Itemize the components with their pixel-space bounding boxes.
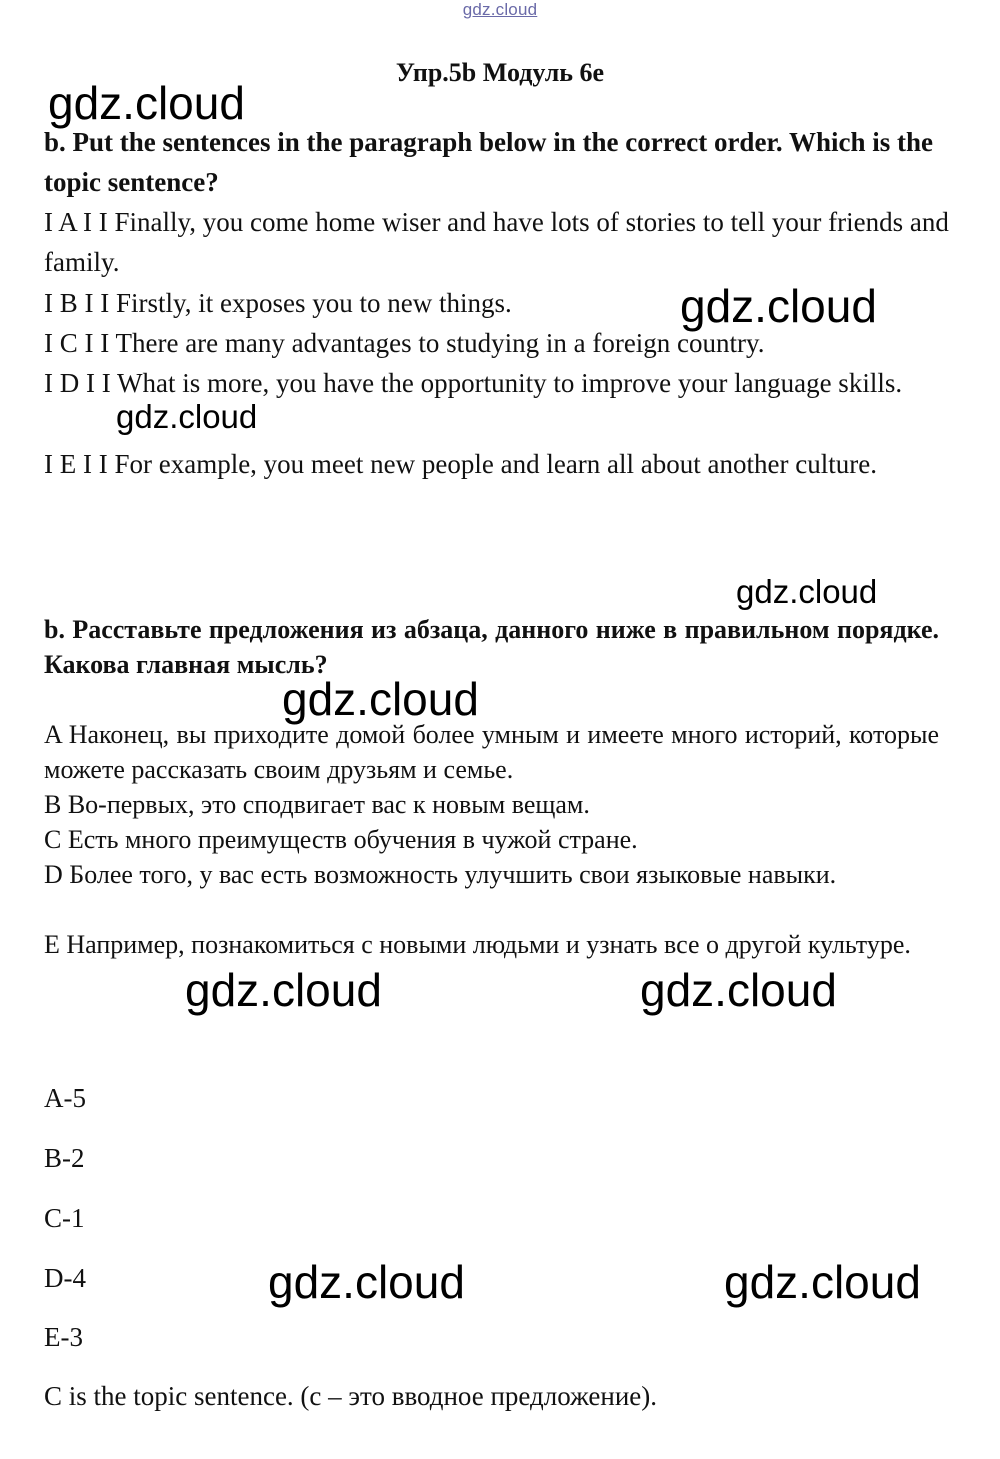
topic-sentence-answer: C is the topic sentence. (c – это вводное предложение). — [44, 1381, 657, 1411]
english-sentence-d: I D I I What is more, you have the opportunity to improve your language skills. — [44, 368, 903, 398]
english-sentence-e: I E I I For example, you meet new people and learn all about another culture. — [44, 449, 877, 479]
watermark: gdz.cloud — [680, 280, 877, 332]
watermark: gdz.cloud — [724, 1256, 921, 1308]
watermark: gdz.cloud — [116, 398, 258, 435]
russian-sentence-d: D Более того, у вас есть возможность улучшить свои языковые навыки. — [44, 860, 837, 889]
page-title: Упр.5b Модуль 6e — [395, 58, 605, 87]
top-watermark-link: gdz.cloud — [462, 0, 538, 19]
english-instruction: b. Put the sentences in the paragraph below in the correct order. Which is the topic sentence? — [44, 127, 933, 197]
answer-a: A-5 — [44, 1083, 86, 1113]
english-sentence-b: I B I I Firstly, it exposes you to new things. — [44, 288, 512, 318]
watermark: gdz.cloud — [268, 1256, 465, 1308]
answer-d: D-4 — [44, 1263, 86, 1293]
russian-sentence-b: B Во-первых, это сподвигает вас к новым вещам. — [44, 790, 590, 819]
answer-c: C-1 — [44, 1203, 85, 1233]
russian-instruction: b. Расставьте предложения из абзаца, данного ниже в правильном порядке. Какова главная мысль? — [44, 615, 939, 679]
russian-sentence-c: C Есть много преимуществ обучения в чужой стране. — [44, 825, 638, 854]
answer-b: B-2 — [44, 1143, 85, 1173]
answer-e: E-3 — [44, 1322, 83, 1352]
watermark: gdz.cloud — [282, 673, 479, 725]
english-sentence-c: I C I I There are many advantages to studying in a foreign country. — [44, 328, 765, 358]
english-sentence-a: I A I I Finally, you come home wiser and have lots of stories to tell your friends and family. — [44, 207, 949, 277]
watermark: gdz.cloud — [185, 964, 382, 1016]
watermark: gdz.cloud — [48, 77, 245, 129]
russian-sentence-a: A Наконец, вы приходите домой более умным и имеете много историй, которые можете рассказать своим друзьям и семье. — [44, 720, 939, 784]
russian-sentence-e: E Например, познакомиться с новыми людьми и узнать все о другой культуре. — [44, 930, 911, 959]
watermark: gdz.cloud — [736, 573, 878, 610]
watermark: gdz.cloud — [640, 964, 837, 1016]
